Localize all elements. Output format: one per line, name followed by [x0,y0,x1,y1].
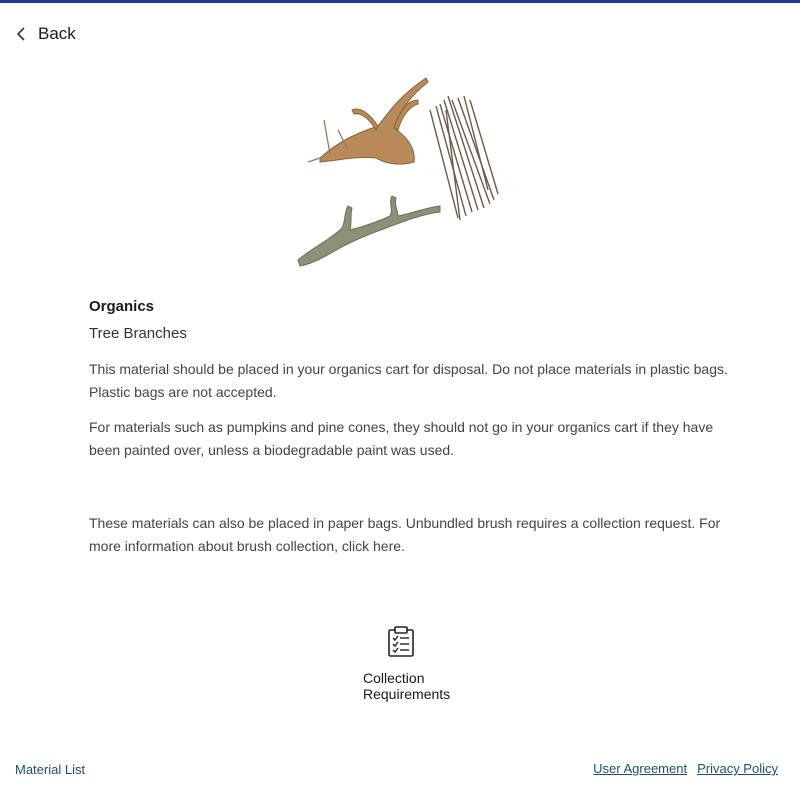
paper-bags-note: These materials can also be placed in paper bags. Unbundled brush requires a collection request. For more information about brush collection, click here. [89,515,721,554]
collection-requirements-button[interactable] [363,626,473,702]
top-accent-bar [0,0,800,3]
requirements-label-line1: Collection [363,670,425,686]
material-category: Organics [89,298,155,315]
disposal-instructions: This material should be placed in your organics cart for disposal. Do not place materials in plastic bags. Plastic bags are not accepted. [89,361,728,400]
user-agreement-link[interactable]: User Agreement [593,761,688,776]
back-button[interactable] [14,24,76,44]
back-label: Back [38,24,76,43]
material-list-link[interactable]: Material List [15,762,86,777]
requirements-label-line2: Requirements [363,686,451,702]
material-name: Tree Branches [89,325,187,342]
tree-branches-image [290,70,510,275]
painted-materials-note: For materials such as pumpkins and pine cones, they should not go in your organics cart if they have been painted over, unless a biodegradable paint was used. [89,419,714,458]
material-details [89,298,729,570]
privacy-policy-link[interactable]: Privacy Policy [697,761,778,776]
footer-links [593,761,778,776]
chevron-left-icon [14,25,28,43]
clipboard-checklist-icon [387,626,415,658]
